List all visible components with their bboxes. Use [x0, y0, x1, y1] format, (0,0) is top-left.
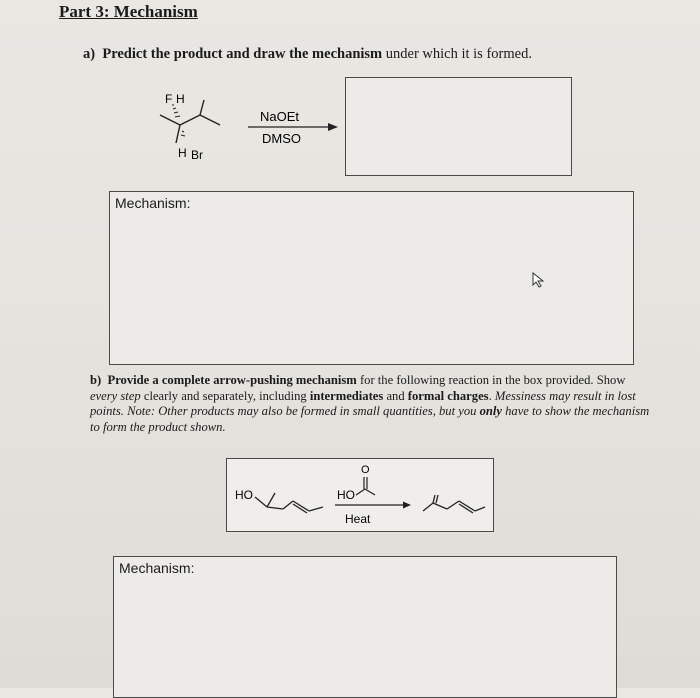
reaction-scheme-a — [150, 85, 350, 170]
reagent-naoet: NaOEt — [260, 109, 300, 124]
acid-o: O — [361, 464, 370, 476]
question-b-bold-1: intermediates — [309, 388, 384, 403]
question-b-text-2: clearly and separately, including — [140, 388, 310, 403]
atom-br: Br — [191, 148, 203, 162]
atom-f: F — [165, 92, 173, 106]
question-a-label: a) — [83, 46, 96, 62]
arrowhead-b — [403, 502, 411, 509]
mechanism-label-b: Mechanism: — [119, 560, 195, 576]
condition-heat: Heat — [345, 512, 371, 526]
reagent-dmso: DMSO — [262, 131, 301, 146]
cursor-icon — [532, 272, 546, 288]
atom-h-bottom: H — [178, 146, 187, 160]
mechanism-label-a: Mechanism: — [115, 195, 191, 211]
reaction-scheme-b — [227, 459, 493, 531]
question-b-bold-2: formal charges — [407, 388, 489, 403]
question-b-text-4: . — [488, 388, 495, 403]
acid-ho: HO — [337, 488, 355, 502]
question-a-prompt-bold: Predict the product and draw the mechanism — [102, 46, 383, 62]
mechanism-box-a[interactable] — [109, 191, 634, 365]
acid-skeleton — [356, 477, 375, 495]
question-b-label: b) — [90, 373, 102, 387]
reactant-skeleton — [255, 493, 323, 513]
mechanism-box-b[interactable] — [113, 556, 617, 698]
question-b-emph-1: every step — [90, 388, 141, 403]
question-b — [90, 373, 650, 435]
question-b-italic-2: have to show the mechanism to form the product shown. — [90, 404, 650, 434]
question-a — [83, 46, 532, 63]
page-title: Part 3: Mechanism — [59, 2, 198, 21]
question-b-text-3: and — [383, 388, 408, 403]
question-b-italic-1: Messiness may result in lost points. Note: Other products may also be formed in small quantities, but you — [90, 388, 636, 418]
reaction-box-b — [226, 458, 494, 532]
question-b-lead: Provide a complete arrow-pushing mechanism — [107, 373, 357, 387]
question-a-prompt-rest: under which it is formed. — [382, 46, 532, 62]
product-skeleton — [423, 495, 485, 513]
question-b-italic-bold: only — [479, 404, 502, 418]
arrowhead-a — [328, 123, 338, 131]
question-b-text-1: for the following reaction in the box provided. Show — [356, 373, 626, 387]
reactant-ho: HO — [235, 488, 253, 502]
product-answer-box[interactable] — [345, 77, 572, 176]
atom-h-top: H — [176, 92, 185, 106]
